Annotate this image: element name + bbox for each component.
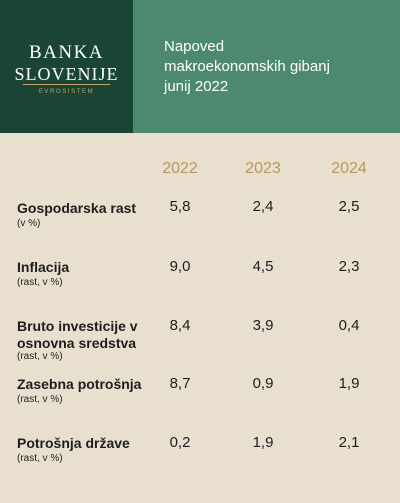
value-cell: 5,8 <box>169 198 191 215</box>
row-label: Potrošnja države <box>17 435 130 451</box>
value-cell: 3,9 <box>252 317 274 334</box>
row-unit: (rast, v %) <box>17 351 63 362</box>
value-cell: 2,5 <box>338 198 360 215</box>
logo-subtitle: EVROSISTEM <box>38 89 95 95</box>
title-line1: Napoved <box>164 38 225 55</box>
title-panel <box>133 0 400 133</box>
row-label: Bruto investicije v <box>17 318 138 334</box>
value-cell: 2,4 <box>252 198 274 215</box>
value-cell: 2,3 <box>338 258 360 275</box>
title-line3: junij 2022 <box>164 78 229 95</box>
bank-logo <box>0 0 133 133</box>
row-label: osnovna sredstva <box>17 335 137 351</box>
row-unit: (v %) <box>17 218 41 229</box>
value-cell: 2,1 <box>338 434 360 451</box>
value-cell: 0,9 <box>252 375 274 392</box>
value-cell: 8,7 <box>169 375 191 392</box>
row-unit: (rast, v %) <box>17 394 63 405</box>
logo-divider <box>23 84 110 85</box>
value-cell: 1,9 <box>252 434 274 451</box>
row-label: Inflacija <box>17 259 70 275</box>
year-header: 2024 <box>331 160 367 177</box>
year-header: 2023 <box>245 160 281 177</box>
value-cell: 0,2 <box>169 434 191 451</box>
value-cell: 0,4 <box>338 317 360 334</box>
value-cell: 8,4 <box>169 317 191 334</box>
value-cell: 4,5 <box>252 258 274 275</box>
header <box>0 0 400 133</box>
value-cell: 9,0 <box>169 258 191 275</box>
row-label: Gospodarska rast <box>17 200 137 216</box>
logo-line1: BANKA <box>28 42 105 63</box>
year-header: 2022 <box>162 160 198 177</box>
title-line2: makroekonomskih gibanj <box>164 58 330 75</box>
row-unit: (rast, v %) <box>17 277 63 288</box>
value-cell: 1,9 <box>338 375 360 392</box>
row-label: Zasebna potrošnja <box>17 376 142 392</box>
logo-line2: SLOVENIJE <box>14 64 119 84</box>
row-unit: (rast, v %) <box>17 453 63 464</box>
